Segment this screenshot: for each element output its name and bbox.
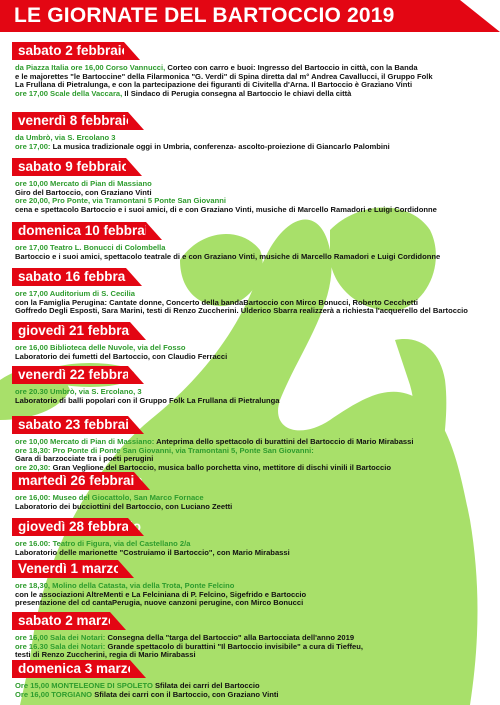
event-description-text: Giro del Bartoccio, con Graziano Vinti [15, 188, 152, 197]
event-detail-line [15, 299, 495, 308]
event-description-text: Grande spettacolo di burattini "Il Bartoccio invisibile" a cura di Tieffeu, [107, 642, 364, 651]
event-description-text: Laboratorio dei fumetti del Bartoccio, con Claudio Ferracci [15, 352, 228, 361]
event-description-text: Consegna della "targa del Bartoccio" alla Bartocciata dell'anno 2019 [107, 634, 355, 642]
event-location-text: ore 20,30: [15, 463, 53, 472]
event-detail-line [15, 81, 495, 90]
event-detail-line [15, 549, 495, 558]
event-detail-line [15, 344, 495, 353]
event-location-text: ore 17,00 Auditorium di S. Cecilia [15, 290, 135, 298]
event-date-header: domenica 3 marzo [12, 660, 130, 678]
event-description-text: Bartoccio e i suoi amici, spettacolo teatrale di e con Graziano Vinti, musiche di Marcello Ramadori e Luigi Cordidonne [15, 252, 441, 261]
title-banner [0, 0, 460, 32]
event-description-text: La Frullana di Pietralunga, e con la partecipazione dei figuranti di Civitella d'Arna. Il Bartoccio è Graziano Vinti [15, 81, 413, 90]
event-date-header: sabato 2 marzo [12, 612, 110, 630]
event-detail-line [15, 197, 495, 206]
event-description-text: Sfilata dei carri del Bartoccio [154, 682, 260, 690]
event-description-text: cena e spettacolo Bartoccio e i suoi amici, di e con Graziano Vinti, musiche di Marcello Ramadori e Luigi Cordidonne [15, 205, 437, 214]
event-detail-line [15, 180, 495, 189]
event-date-header: sabato 23 febbraio [12, 416, 128, 434]
event-date-header: venerdì 8 febbraio [12, 112, 128, 130]
event-detail-line [15, 90, 495, 99]
event-location-text: ore 16,00 Sala dei Notari: [15, 634, 108, 642]
event-date-header: sabato 2 febbraio [12, 42, 124, 60]
event-detail-line [15, 244, 495, 253]
event-description-text: Laboratorio dei bucciottini del Bartoccio, con Luciano Zeetti [15, 502, 233, 511]
event-details [15, 438, 495, 472]
event-description-text: con la Famiglia Perugina: Cantate donne, Concerto della bandaBartoccio con Mirco Bonucci, Roberto Cecchetti [15, 298, 418, 307]
event-description-text: Laboratorio di balli popolari con il Gruppo Folk La Frullana di Pietralunga [15, 396, 280, 405]
event-location-text: Ore 16,00 TORGIANO [15, 690, 95, 699]
event-description-text: con le associazioni AltreMenti e La Felciniana di P. Felcino, Sigefrido e Bartoccio [15, 590, 307, 599]
event-location-text: ore 17,00 Teatro L. Bonucci di Colombella [15, 244, 166, 252]
event-detail-line [15, 651, 495, 660]
event-location-text: ore 20.30 Umbrò, via S. Ercolano, 3 [15, 388, 142, 396]
event-details [15, 244, 495, 261]
event-description-text: Goffredo Degli Esposti, Sara Marini, testi di Renzo Zuccherini. Ulderico Sbarra realizzerà a richiesta l'acquerello del Bartoccio [15, 307, 468, 316]
event-detail-line [15, 438, 495, 447]
event-detail-line [15, 307, 495, 316]
event-date-header: sabato 16 febbraio [12, 268, 126, 286]
event-details [15, 682, 495, 699]
event-description-text: Corteo con carro e buoi: Ingresso del Bartoccio in città, con la Banda [167, 64, 418, 72]
event-description-text: Laboratorio delle marionette "Costruiamo il Bartoccio", con Mario Mirabassi [15, 548, 290, 557]
event-detail-line [15, 540, 495, 549]
event-location-text: ore 16.00: Teatro di Figura, via del Castellano 2/a [15, 540, 191, 548]
event-location-text: da Piazza Italia ore 16,00 Corso Vannucci, [15, 64, 168, 72]
event-detail-line [15, 189, 495, 198]
event-details [15, 582, 495, 608]
event-location-text: Ore 15,00 MONTELEONE DI SPOLETO [15, 682, 155, 690]
event-detail-line [15, 397, 495, 406]
event-location-text: ore 16,00: Museo del Giocattolo, San Marco Fornace [15, 494, 204, 502]
event-details [15, 540, 495, 557]
event-detail-line [15, 643, 495, 652]
event-detail-line [15, 134, 495, 143]
event-detail-line [15, 599, 495, 608]
event-details [15, 290, 495, 316]
event-details [15, 344, 495, 361]
event-description-text: Gara di barzocciate tra i poeti perugini [15, 455, 154, 464]
event-detail-line [15, 388, 495, 397]
event-description-text: Anteprima dello spettacolo di burattini del Bartoccio di Mario Mirabassi [156, 438, 414, 446]
event-description-text: Gran Veglione del Bartoccio, musica ballo porchetta vino, mettitore di dischi vinili il Bartoccio [52, 463, 391, 472]
event-location-text: da Umbrò, via S. Ercolano 3 [15, 134, 116, 142]
event-detail-line [15, 503, 495, 512]
event-location-text: ore 17,00: [15, 142, 53, 151]
event-details [15, 64, 495, 98]
event-location-text: ore 18,30: Pro Ponte di Ponte San Giovanni, via Tramontani 5, Ponte San Giovanni: [15, 446, 314, 455]
event-detail-line [15, 634, 495, 643]
event-location-text: ore 18,30, Molino della Catasta, via della Trota, Ponte Felcino [15, 582, 235, 590]
event-location-text: ore 16,00 Biblioteca delle Nuvole, via del Fosso [15, 344, 186, 352]
event-date-header: Venerdì 1 marzo [12, 560, 118, 578]
event-detail-line [15, 253, 495, 262]
event-description-text: Sfilata dei carri con il Bartoccio, con Graziano Vinti [94, 690, 279, 699]
event-detail-line [15, 290, 495, 299]
event-description-text: testi di Renzo Zuccherini, regia di Mario Mirabassi [15, 651, 196, 660]
event-date-header: venerdì 22 febbraio [12, 366, 128, 384]
event-date-header: martedì 26 febbraio [12, 472, 134, 490]
event-detail-line [15, 447, 495, 456]
event-date-header: domenica 10 febbraio [12, 222, 146, 240]
event-details [15, 388, 495, 405]
event-description-text: e le majorettes "le Bartoccine" della Filarmonica "G. Verdi" di Spina diretta dal m° Andrea Cavallucci, il Gruppo Folk [15, 72, 433, 81]
event-detail-line [15, 64, 495, 73]
event-detail-line [15, 682, 495, 691]
event-description-text: presentazione del cd cantaPerugia, nuove canzoni perugine, con Mirco Bonucci [15, 599, 304, 608]
poster-title: LE GIORNATE DEL BARTOCCIO 2019 [14, 4, 395, 27]
event-details [15, 180, 495, 214]
event-location-text: ore 10,00 Mercato di Pian di Massiano [15, 180, 152, 188]
event-details [15, 134, 495, 151]
event-detail-line [15, 143, 495, 152]
event-detail-line [15, 691, 495, 700]
event-details [15, 494, 495, 511]
event-description-text: Il Sindaco di Perugia consegna al Bartoccio le chiavi della città [124, 89, 352, 98]
event-detail-line [15, 494, 495, 503]
event-date-header: giovedì 21 febbraio [12, 322, 130, 340]
event-date-header: sabato 9 febbraio [12, 158, 126, 176]
event-location-text: ore 16.30 Sala dei Notari: [15, 642, 108, 651]
event-description-text: La musica tradizionale oggi in Umbria, conferenza- ascolto-proiezione di Giancarlo Palombini [52, 142, 390, 151]
event-detail-line [15, 206, 495, 215]
event-location-text: ore 17,00 Scale della Vaccara, [15, 89, 125, 98]
event-detail-line [15, 591, 495, 600]
event-location-text: ore 10,00 Mercato di Pian di Massiano: [15, 438, 157, 446]
event-details [15, 634, 495, 660]
event-detail-line [15, 353, 495, 362]
event-detail-line [15, 582, 495, 591]
event-location-text: ore 20,00, Pro Ponte, via Tramontani 5 Ponte San Giovanni [15, 197, 226, 206]
event-detail-line [15, 73, 495, 82]
event-date-header: giovedì 28 febbraio [12, 518, 128, 536]
event-detail-line [15, 455, 495, 464]
